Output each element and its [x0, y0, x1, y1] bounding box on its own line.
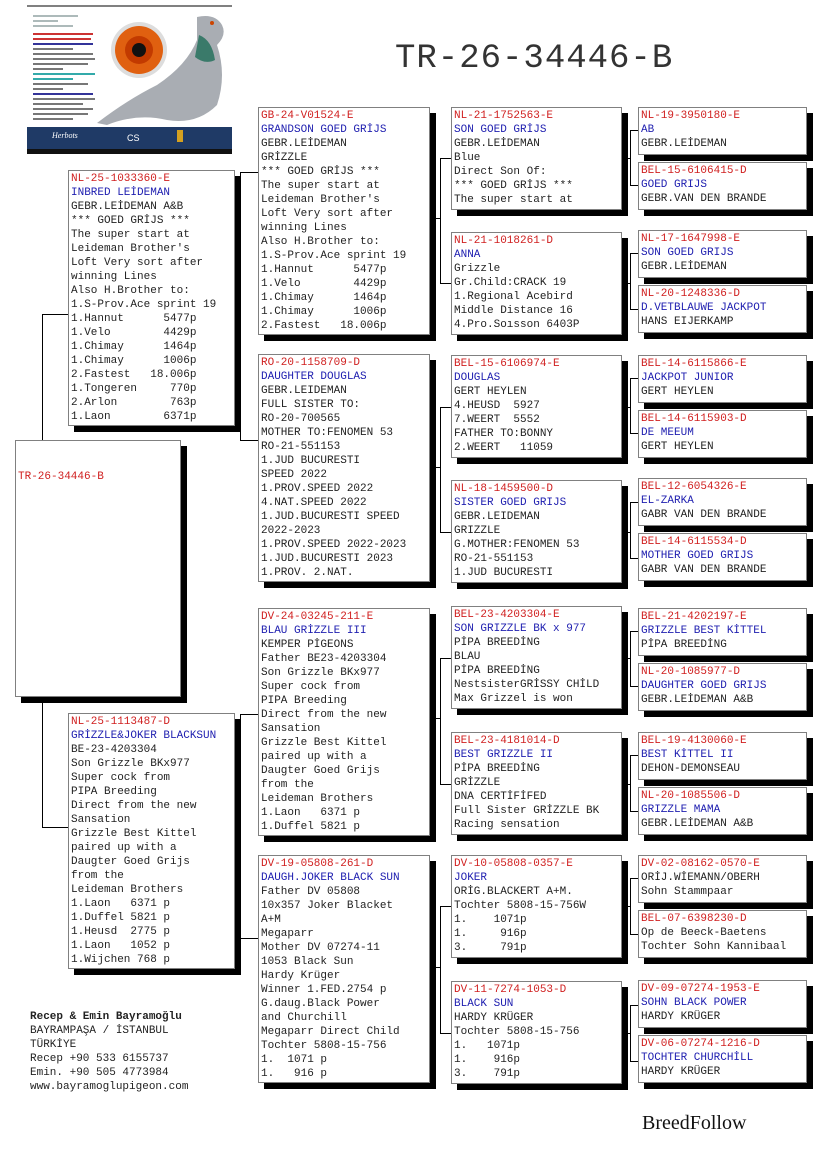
pedigree-note: 1. 916 p — [261, 1068, 328, 1080]
ancestor-card[interactable] — [451, 606, 622, 709]
pedigree-note: 2.WEERT 11059 — [454, 442, 554, 454]
pedigree-note: GEBR.LEİDEMAN A&B — [641, 694, 754, 706]
pigeon-name: ANNA — [454, 249, 481, 261]
connector-line — [440, 158, 441, 283]
pedigree-note: DNA CERTİFİFED — [454, 791, 547, 803]
pedigree-note: Megaparr Direct Child — [261, 1026, 400, 1038]
pigeon-name: DAUGHTER DOUGLAS — [261, 371, 367, 383]
pedigree-note: KEMPER PİGEONS — [261, 639, 354, 651]
connector-line — [42, 697, 43, 827]
ring-number: BEL-15-6106974-E — [454, 358, 560, 370]
pigeon-name: SON GRIZZLE BK x 977 — [454, 623, 587, 635]
ancestor-card[interactable] — [638, 230, 807, 278]
ancestor-card[interactable] — [451, 232, 622, 335]
pedigree-note: RO-20-700565 — [261, 413, 341, 425]
pedigree-note: Father DV 05808 — [261, 886, 361, 898]
pedigree-note: Grizzle Best Kittel — [261, 737, 387, 749]
pedigree-note: 1.Laon 6371p — [71, 411, 197, 423]
breedfollow-logo: BreedFollow — [642, 1112, 747, 1134]
pedigree-note: 1.S-Prov.Ace sprint 19 — [261, 250, 407, 262]
pedigree-note: 1.Laon 6371 p — [71, 898, 171, 910]
svg-text:Herbots: Herbots — [52, 131, 78, 140]
pedigree-note: GABR VAN DEN BRANDE — [641, 564, 767, 576]
pedigree-note: PİPA BREEDİNG — [641, 639, 727, 651]
ancestor-card[interactable] — [638, 608, 807, 656]
pedigree-note: 1.Chimay 1464p — [71, 341, 197, 353]
connector-line — [630, 378, 631, 433]
pedigree-note: The super start at — [71, 229, 190, 241]
pedigree-note: 1.Chimay 1464p — [261, 292, 387, 304]
pedigree-note: Winner 1.FED.2754 p — [261, 984, 387, 996]
pedigree-note: 2.Fastest 18.006p — [261, 320, 387, 332]
pedigree-note: HANS EIJERKAMP — [641, 316, 734, 328]
pedigree-note: 1.Duffel 5821 p — [261, 821, 361, 833]
ring-number: BEL-14-6115866-E — [641, 358, 747, 370]
pigeon-name: INBRED LEİDEMAN — [71, 187, 171, 199]
pedigree-note: GABR VAN DEN BRANDE — [641, 509, 767, 521]
pigeon-name: BLAU GRİZZLE III — [261, 625, 367, 637]
pedigree-note: Direct Son Of: — [454, 166, 547, 178]
ring-number: NL-19-3950180-E — [641, 110, 741, 122]
pedigree-note: Hardy Krüger — [261, 970, 341, 982]
ancestor-card[interactable] — [451, 355, 622, 458]
pedigree-note: from the — [261, 779, 314, 791]
pedigree-note: The super start at — [261, 180, 380, 192]
pedigree-note: Full Sister GRİZZLE BK — [454, 805, 600, 817]
connector-line — [622, 407, 631, 408]
pedigree-note: GEBR.LEİDEMAN — [641, 261, 727, 273]
pigeon-name: GRIZZLE MAMA — [641, 804, 721, 816]
pigeon-name: BEST GRIZZLE II — [454, 749, 554, 761]
pedigree-note: 1.Regional Acebird — [454, 291, 573, 303]
ancestor-card[interactable] — [451, 855, 622, 958]
pedigree-note: 1.JUD BUCURESTI — [261, 455, 361, 467]
pedigree-note: Son Grizzle BKx977 — [261, 667, 380, 679]
pedigree-note: 4.HEUSD 5927 — [454, 400, 540, 412]
pedigree-note: 4.NAT.SPEED 2022 — [261, 497, 367, 509]
ring-number: NL-25-1113487-D — [71, 716, 171, 728]
pigeon-name: JACKPOT JUNIOR — [641, 372, 734, 384]
ring-number: BEL-23-4181014-D — [454, 735, 560, 747]
pedigree-note: Mother DV 07274-11 — [261, 942, 380, 954]
pedigree-note: Tochter 5808-15-756 — [261, 1040, 387, 1052]
ring-number: BEL-23-4203304-E — [454, 609, 560, 621]
pedigree-note: HARDY KRÜGER — [641, 1066, 721, 1078]
pedigree-note: GERT HEYLEN — [641, 386, 714, 398]
pedigree-note: Sohn Stammpaar — [641, 886, 734, 898]
pedigree-note: 1.Duffel 5821 p — [71, 912, 171, 924]
pigeon-name: DAUGH.JOKER BLACK SUN — [261, 872, 400, 884]
pedigree-note: Direct from the new — [71, 800, 197, 812]
ancestor-card[interactable] — [451, 732, 622, 835]
connector-line — [430, 718, 441, 719]
pedigree-note: 1.PROV.SPEED 2022 — [261, 483, 374, 495]
connector-line — [622, 283, 631, 284]
connector-line — [240, 440, 259, 441]
pedigree-note: GEBR.LEİDEMAN — [454, 138, 540, 150]
pedigree-note: PİPA BREEDİNG — [454, 665, 540, 677]
pedigree-note: PIPA Breeding — [71, 786, 157, 798]
pedigree-note: A+M — [261, 914, 281, 926]
pigeon-name: GRIZZLE BEST KİTTEL — [641, 625, 767, 637]
ring-number: NL-25-1033360-E — [71, 173, 171, 185]
pedigree-note: Tochter 5808-15-756W — [454, 900, 587, 912]
pedigree-note: 10x357 Joker Blacket — [261, 900, 394, 912]
ring-number: DV-10-05808-0357-E — [454, 858, 573, 870]
pedigree-note: Sansation — [261, 723, 321, 735]
subject-card[interactable] — [15, 440, 181, 697]
ancestor-card[interactable] — [451, 981, 622, 1084]
pedigree-note: Max Grizzel is won — [454, 693, 573, 705]
pedigree-note: NestsisterGRİSSY CHİLD — [454, 679, 600, 691]
ring-number: BEL-07-6398230-D — [641, 913, 747, 925]
breeder-website[interactable]: www.bayramoglupigeon.com — [30, 1081, 189, 1093]
pedigree-note: Also H.Brother to: — [71, 285, 190, 297]
breeder-phone-1: Recep +90 533 6155737 — [30, 1053, 169, 1065]
pedigree-note: Super cock from — [71, 772, 171, 784]
pedigree-note: Tochter Sohn Kannibaal — [641, 941, 787, 953]
ring-number: NL-20-1085506-D — [641, 790, 741, 802]
pedigree-note: Gr.Child:CRACK 19 — [454, 277, 567, 289]
breeder-phone-2: Emin. +90 505 4773984 — [30, 1067, 169, 1079]
pedigree-note: Blue — [454, 152, 481, 164]
ring-number: DV-11-7274-1053-D — [454, 984, 567, 996]
ancestor-card[interactable] — [638, 107, 807, 155]
ancestor-card[interactable] — [638, 980, 807, 1028]
ancestor-card[interactable] — [638, 410, 807, 458]
pedigree-note: *** GOED GRİJS *** — [261, 166, 380, 178]
pedigree-note: and Churchill — [261, 1012, 347, 1024]
pedigree-note: GEBR.LEİDEMAN — [641, 138, 727, 150]
pigeon-name: MOTHER GOED GRIJS — [641, 550, 754, 562]
pedigree-note: 1.JUD.BUCURESTI 2023 — [261, 553, 394, 565]
pedigree-note: GEBR.LEİDEMAN A&B — [71, 201, 184, 213]
pedigree-note: 1.Hannut 5477p — [261, 264, 387, 276]
pigeon-name: TOCHTER CHURCHİLL — [641, 1052, 754, 1064]
pedigree-note: 3. 791p — [454, 942, 527, 954]
sire-card[interactable] — [68, 170, 235, 426]
connector-line — [430, 967, 441, 968]
connector-line — [630, 502, 631, 558]
pedigree-note: 1.Chimay 1006p — [261, 306, 387, 318]
ancestor-card[interactable] — [638, 162, 807, 210]
pedigree-note: GRİZZLE — [454, 777, 501, 789]
pedigree-note: 7.WEERT 5552 — [454, 414, 540, 426]
ancestor-card[interactable] — [451, 107, 622, 210]
pedigree-note: GEBR.LEIDEMAN — [454, 511, 540, 523]
pedigree-note: 1.PROV.SPEED 2022-2023 — [261, 539, 407, 551]
breeder-contact — [30, 1010, 188, 1094]
pedigree-note: 2.Arlon 763p — [71, 397, 197, 409]
ring-number: DV-24-03245-211-E — [261, 611, 374, 623]
pedigree-note: 1. 1071p — [454, 914, 527, 926]
connector-line — [622, 906, 631, 907]
pedigree-note: Megaparr — [261, 928, 314, 940]
pedigree-note: HARDY KRÜGER — [454, 1012, 534, 1024]
ancestor-card[interactable] — [638, 732, 807, 780]
pedigree-note: G.daug.Black Power — [261, 998, 380, 1010]
connector-line — [622, 532, 631, 533]
pigeon-name: AB — [641, 124, 655, 136]
connector-line — [240, 172, 241, 440]
pedigree-note: Also H.Brother to: — [261, 236, 380, 248]
pedigree-note: PIPA Breeding — [261, 695, 347, 707]
pedigree-note: PİPA BREEDİNG — [454, 763, 540, 775]
ring-number: NL-20-1248336-D — [641, 288, 741, 300]
pedigree-note: paired up with a — [71, 842, 177, 854]
pedigree-note: GERT HEYLEN — [641, 441, 714, 453]
pedigree-note: Middle Distance 16 — [454, 305, 573, 317]
pedigree-note: GEBR.VAN DEN BRANDE — [641, 193, 767, 205]
ring-number: TR-26-34446-B — [18, 471, 104, 483]
pedigree-note: The super start at — [454, 194, 573, 206]
pedigree-note: Leideman Brother's — [71, 243, 190, 255]
pigeon-name: SOHN BLACK POWER — [641, 997, 747, 1009]
pedigree-note: Racing sensation — [454, 819, 560, 831]
ancestor-card[interactable] — [638, 285, 807, 333]
pedigree-note: paired up with a — [261, 751, 367, 763]
pedigree-note: GRİZZLE — [261, 152, 308, 164]
ring-number: BEL-14-6115903-D — [641, 413, 747, 425]
connector-line — [440, 658, 441, 784]
dam-card[interactable] — [68, 713, 235, 969]
connector-line — [42, 827, 69, 828]
ancestor-card[interactable] — [638, 355, 807, 403]
connector-line — [42, 314, 69, 315]
ring-number: NL-17-1647998-E — [641, 233, 741, 245]
pigeon-name: SON GOED GRIJS — [641, 247, 734, 259]
ring-number: BEL-15-6106415-D — [641, 165, 747, 177]
ancestor-card[interactable] — [638, 787, 807, 835]
pedigree-note: Grizzle — [454, 263, 501, 275]
svg-text:CS: CS — [127, 133, 140, 143]
pedigree-note: Loft Very sort after — [71, 257, 204, 269]
ancestor-card[interactable] — [638, 663, 807, 711]
pedigree-note: Super cock from — [261, 681, 361, 693]
pigeon-photo-icon — [27, 5, 232, 154]
connector-line — [440, 906, 441, 1033]
pedigree-note: Loft Very sort after — [261, 208, 394, 220]
pedigree-note: GEBR.LEIDEMAN — [261, 385, 347, 397]
pigeon-name: SISTER GOED GRIJS — [454, 497, 567, 509]
pigeon-name: D.VETBLAUWE JACKPOT — [641, 302, 767, 314]
pedigree-note: ORİJ.WİEMANN/OBERH — [641, 872, 760, 884]
pedigree-note: 1.Hannut 5477p — [71, 313, 197, 325]
ring-number: BEL-12-6054326-E — [641, 481, 747, 493]
pedigree-note: 3. 791p — [454, 1068, 521, 1080]
connector-line — [240, 714, 259, 715]
ancestor-card[interactable] — [638, 478, 807, 526]
pedigree-note: 1.Wijchen 768 p — [71, 954, 171, 966]
ring-number: NL-20-1085977-D — [641, 666, 741, 678]
connector-line — [42, 314, 43, 440]
pedigree-note: 2.Fastest 18.006p — [71, 369, 197, 381]
pedigree-note: Leideman Brother's — [261, 194, 380, 206]
connector-line — [622, 158, 631, 159]
pedigree-note: Grizzle Best Kittel — [71, 828, 197, 840]
pedigree-note: Op de Beeck-Baetens — [641, 927, 767, 939]
ring-number: NL-18-1459500-D — [454, 483, 554, 495]
ancestor-card[interactable] — [638, 855, 807, 903]
pedigree-note: Leideman Brothers — [261, 793, 374, 805]
ring-number: RO-20-1158709-D — [261, 357, 361, 369]
ring-number: NL-21-1018261-D — [454, 235, 554, 247]
pedigree-note: Direct from the new — [261, 709, 387, 721]
pigeon-name: DE MEEUM — [641, 427, 694, 439]
pedigree-note: 1.Velo 4429p — [71, 327, 197, 339]
pedigree-note: GERT HEYLEN — [454, 386, 527, 398]
ancestor-card[interactable] — [638, 910, 807, 958]
pedigree-note: 4.Pro.Soısson 6403P — [454, 319, 580, 331]
ring-number: DV-02-08162-0570-E — [641, 858, 760, 870]
connector-line — [630, 253, 631, 309]
pedigree-note: 1. 1071 p — [261, 1054, 328, 1066]
pedigree-note: 1.S-Prov.Ace sprint 19 — [71, 299, 217, 311]
connector-line — [430, 467, 441, 468]
ring-number: DV-19-05808-261-D — [261, 858, 374, 870]
grandsire-paternal-card[interactable] — [258, 107, 430, 335]
connector-line — [622, 1033, 631, 1034]
pigeon-banner — [27, 5, 232, 154]
pedigree-note: Leideman Brothers — [71, 884, 184, 896]
pedigree-note: BE-23-4203304 — [71, 744, 157, 756]
pedigree-note: Daugter Goed Grijs — [71, 856, 190, 868]
pedigree-note: 1.Chimay 1006p — [71, 355, 197, 367]
ring-number: BEL-21-4202197-E — [641, 611, 747, 623]
pedigree-note: Tochter 5808-15-756 — [454, 1026, 580, 1038]
pigeon-name: BEST KİTTEL II — [641, 749, 734, 761]
pigeon-name: JOKER — [454, 872, 488, 884]
pedigree-title: TR-26-34446-B — [395, 40, 674, 78]
pedigree-note: 1.Heusd 2775 p — [71, 926, 171, 938]
granddam-paternal-card[interactable] — [258, 354, 430, 582]
pedigree-note: winning Lines — [261, 222, 347, 234]
connector-line — [430, 218, 441, 219]
grandsire-maternal-card[interactable] — [258, 608, 430, 836]
pigeon-name: EL-ZARKA — [641, 495, 694, 507]
connector-line — [630, 755, 631, 811]
pigeon-name: GRİZZLE&JOKER BLACKSUN — [71, 730, 217, 742]
pedigree-note: PİPA BREEDİNG — [454, 637, 540, 649]
pedigree-note: FATHER TO:BONNY — [454, 428, 554, 440]
pedigree-note: G.MOTHER:FENOMEN 53 — [454, 539, 580, 551]
pedigree-note: 1. 916p — [454, 928, 527, 940]
pedigree-note: ORİG.BLACKERT A+M. — [454, 886, 573, 898]
connector-line — [622, 784, 631, 785]
pigeon-name: DAUGHTER GOED GRIJS — [641, 680, 767, 692]
ring-number: DV-09-07274-1953-E — [641, 983, 760, 995]
pedigree-note: from the — [71, 870, 124, 882]
ring-number: GB-24-V01524-E — [261, 110, 354, 122]
connector-line — [622, 658, 631, 659]
pedigree-note: 1.Tongeren 770p — [71, 383, 197, 395]
pedigree-note: 1. 916p — [454, 1054, 521, 1066]
pedigree-note: SPEED 2022 — [261, 469, 328, 481]
pedigree-note: GRIZZLE — [454, 525, 501, 537]
pedigree-note: HARDY KRÜGER — [641, 1011, 721, 1023]
breeder-name: Recep & Emin Bayramoğlu — [30, 1011, 182, 1023]
connector-line — [440, 407, 441, 532]
pedigree-note: Son Grizzle BKx977 — [71, 758, 190, 770]
connector-line — [235, 314, 241, 315]
ring-number: BEL-19-4130060-E — [641, 735, 747, 747]
pedigree-note: 1053 Black Sun — [261, 956, 354, 968]
ancestor-card[interactable] — [638, 1035, 807, 1083]
pigeon-name: SON GOED GRİJS — [454, 124, 547, 136]
ring-number: NL-21-1752563-E — [454, 110, 554, 122]
pigeon-name: GOED GRIJS — [641, 179, 708, 191]
pigeon-name: DOUGLAS — [454, 372, 501, 384]
pedigree-note: BLAU — [454, 651, 481, 663]
breeder-country: TÜRKİYE — [30, 1039, 77, 1051]
pedigree-note: 2022-2023 — [261, 525, 321, 537]
pedigree-note: winning Lines — [71, 271, 157, 283]
pedigree-note: 1.PROV. 2.NAT. — [261, 567, 354, 579]
pedigree-note: MOTHER TO:FENOMEN 53 — [261, 427, 394, 439]
ring-number: BEL-14-6115534-D — [641, 536, 747, 548]
pedigree-note: GEBR.LEİDEMAN A&B — [641, 818, 754, 830]
connector-line — [240, 938, 259, 939]
pedigree-note: FULL SISTER TO: — [261, 399, 361, 411]
pedigree-note: 1.JUD.BUCURESTI SPEED — [261, 511, 400, 523]
pigeon-name: GRANDSON GOED GRİJS — [261, 124, 387, 136]
pedigree-note: Father BE23-4203304 — [261, 653, 387, 665]
pedigree-note: Daugter Goed Grijs — [261, 765, 380, 777]
pedigree-note: RO-21-551153 — [261, 441, 341, 453]
ring-number: DV-06-07274-1216-D — [641, 1038, 760, 1050]
connector-line — [240, 714, 241, 938]
granddam-maternal-card[interactable] — [258, 855, 430, 1083]
pigeon-name: BLACK SUN — [454, 998, 514, 1010]
pedigree-note: *** GOED GRİJS *** — [454, 180, 573, 192]
pedigree-note: 1. 1071p — [454, 1040, 521, 1052]
connector-line — [235, 827, 241, 828]
pedigree-note: 1.JUD BUCURESTI — [454, 567, 554, 579]
pedigree-note: RO-21-551153 — [454, 553, 534, 565]
ancestor-card[interactable] — [451, 480, 622, 583]
pedigree-note: GEBR.LEİDEMAN — [261, 138, 347, 150]
pedigree-note: 1.Velo 4429p — [261, 278, 387, 290]
pedigree-note: *** GOED GRİJS *** — [71, 215, 190, 227]
pedigree-note: 1.Laon 6371 p — [261, 807, 361, 819]
connector-line — [240, 172, 259, 173]
ancestor-card[interactable] — [638, 533, 807, 581]
pedigree-note: Sansation — [71, 814, 131, 826]
breeder-city: BAYRAMPAŞA / İSTANBUL — [30, 1025, 169, 1037]
pedigree-note: 1.Laon 1052 p — [71, 940, 171, 952]
pedigree-note: DEHON-DEMONSEAU — [641, 763, 741, 775]
